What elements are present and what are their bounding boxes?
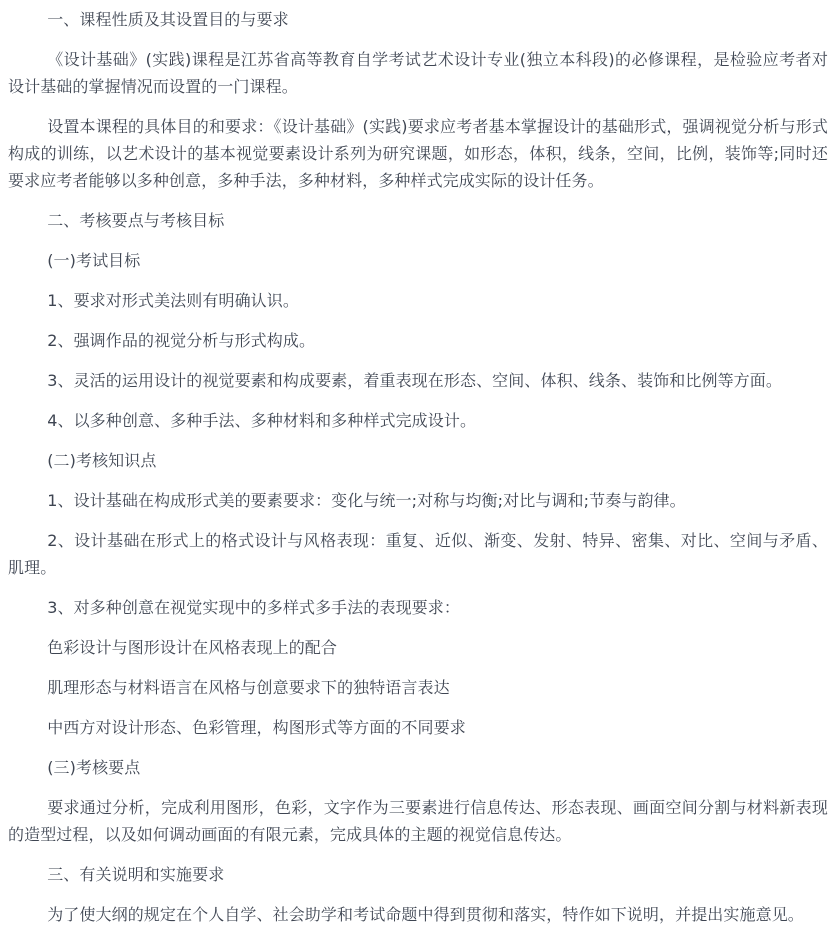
heading-section-3: 三、有关说明和实施要求 <box>47 865 225 884</box>
knowledge-3-subline-3: 中西方对设计形态、色彩管理，构图形式等方面的不同要求 <box>47 718 466 737</box>
subheading-assessment-points: (三)考核要点 <box>47 758 141 777</box>
knowledge-3-subline-1: 色彩设计与图形设计在风格表现上的配合 <box>47 638 337 657</box>
heading-section-1: 一、课程性质及其设置目的与要求 <box>47 10 289 29</box>
list-item-goal-1: 1、要求对形式美法则有明确认识。 <box>47 291 299 310</box>
list-item-goal-2: 2、强调作品的视觉分析与形式构成。 <box>47 331 316 350</box>
paragraph-assessment-requirements: 要求通过分析，完成利用图形，色彩，文字作为三要素进行信息传达、形态表现、画面空间分割与材料新表现的造型过程，以及如何调动画面的有限元素，完成具体的主题的视觉信息传达。 <box>8 798 828 844</box>
list-item-goal-4: 4、以多种创意、多种手法、多种材料和多种样式完成设计。 <box>47 411 477 430</box>
paragraph-course-nature: 《设计基础》(实践)课程是江苏省高等教育自学考试艺术设计专业(独立本科段)的必修课程，是检验应考者对设计基础的掌握情况而设置的一门课程。 <box>8 50 828 96</box>
paragraph-course-purpose: 设置本课程的具体目的和要求：《设计基础》(实践)要求应考者基本掌握设计的基础形式，强调视觉分析与形式构成的训练，以艺术设计的基本视觉要素设计系列为研究课题，如形态，体积，线条，空间，比例，装饰等;同时还要求应考者能够以多种创意，多种手法，多种材料，多种样式完成实际的设计任务。 <box>8 117 828 190</box>
paragraph-implementation-intro: 为了使大纲的规定在个人自学、社会助学和考试命题中得到贯彻和落实，特作如下说明，并提出实施意见。 <box>47 905 804 924</box>
subheading-knowledge-points: (二)考核知识点 <box>47 451 157 470</box>
knowledge-3-subline-2: 肌理形态与材料语言在风格与创意要求下的独特语言表达 <box>47 678 450 697</box>
list-item-knowledge-3: 3、对多种创意在视觉实现中的多样式多手法的表现要求： <box>47 598 460 617</box>
heading-section-2: 二、考核要点与考核目标 <box>47 211 225 230</box>
list-item-knowledge-1: 1、设计基础在构成形式美的要素要求：变化与统一;对称与均衡;对比与调和;节奏与韵律。 <box>47 491 686 510</box>
list-item-goal-3: 3、灵活的运用设计的视觉要素和构成要素，着重表现在形态、空间、体积、线条、装饰和比例等方面。 <box>47 371 782 390</box>
subheading-exam-goals: (一)考试目标 <box>47 251 141 270</box>
list-item-knowledge-2: 2、设计基础在形式上的格式设计与风格表现：重复、近似、渐变、发射、特异、密集、对比、空间与矛盾、肌理。 <box>8 531 828 577</box>
